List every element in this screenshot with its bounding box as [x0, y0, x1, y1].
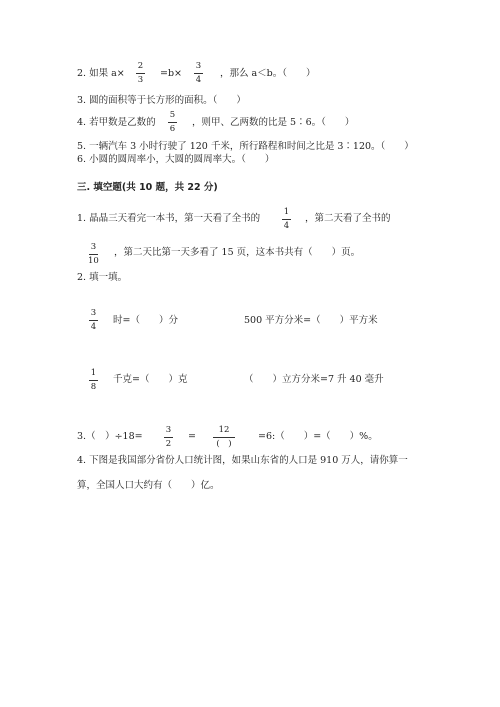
q5-text: 5. 一辆汽车 3 小时行驶了 120 千米，所行路程和时间之比是 3∶120。（ ） — [77, 141, 414, 152]
fill1-fraction-a — [282, 208, 291, 230]
fill1-fraction-b — [88, 243, 99, 265]
fraction-bar — [194, 73, 203, 74]
fill2-item-b: 500 平方分米=（ ）平方米 — [244, 315, 378, 326]
section-3-title: 三. 填空题(共 10 题，共 22 分) — [77, 182, 218, 193]
q2-fraction-1 — [136, 62, 145, 84]
fraction-numerator: 3 — [165, 425, 172, 435]
q2-fraction-2 — [194, 62, 203, 84]
q2-text-part2: =b× — [160, 68, 183, 79]
q4-fraction — [168, 111, 177, 133]
fraction-bar — [282, 219, 291, 220]
q4-text-part2: ，则甲、乙两数的比是 5∶6。（ ） — [192, 117, 355, 128]
fill2-item-d: （ ）立方分米=7 升 40 毫升 — [244, 374, 384, 385]
fraction-bar — [168, 122, 177, 123]
fraction-bar — [89, 380, 98, 381]
q2-text-part3: ，那么 a＜b。（ ） — [220, 68, 316, 79]
fill2-title: 2. 填一填。 — [77, 272, 128, 283]
fraction-bar — [164, 437, 173, 438]
fraction-numerator: 2 — [137, 61, 144, 71]
fraction-numerator: 3 — [90, 242, 97, 252]
fraction-denominator: 10 — [88, 255, 99, 266]
q3-text: 3. 圆的面积等于长方形的面积。（ ） — [77, 95, 246, 106]
fill1-text-part1: 1. 晶晶三天看完一本书，第一天看了全书的 — [77, 213, 261, 224]
fill2-item-c: 千克=（ ）克 — [113, 374, 188, 385]
fraction-denominator: 6 — [169, 123, 176, 134]
fraction-bar — [89, 254, 98, 255]
fill2-item-a: 时=（ ）分 — [113, 315, 178, 326]
fill4-line1: 4. 下图是我国部分省份人口统计图，如果山东省的人口是 910 万人，请你算一 — [77, 455, 408, 466]
fill3-fraction-a — [164, 426, 173, 448]
fill3-equals: = — [188, 431, 196, 442]
fraction-numerator: 1 — [283, 207, 290, 217]
fraction-denominator: ( ) — [216, 438, 232, 449]
fraction-denominator: 3 — [137, 74, 144, 85]
fill2-fraction-c — [89, 369, 98, 391]
fraction-bar — [136, 73, 145, 74]
fraction-numerator: 12 — [218, 425, 230, 435]
fraction-bar — [213, 437, 235, 438]
fill3-fraction-b — [213, 426, 235, 448]
fill4-line2: 算，全国人口大约有（ ）亿。 — [77, 480, 220, 491]
fraction-numerator: 3 — [195, 61, 202, 71]
fraction-bar — [89, 320, 98, 321]
fraction-denominator: 4 — [195, 74, 202, 85]
fraction-denominator: 4 — [90, 321, 97, 332]
fraction-numerator: 1 — [90, 368, 97, 378]
q6-text: 6. 小圆的圆周率小，大圆的圆周率大。（ ） — [77, 154, 275, 165]
fraction-denominator: 8 — [90, 381, 97, 392]
fraction-numerator: 5 — [169, 110, 176, 120]
fill3-text-part1: 3.（ ）÷18= — [77, 431, 143, 442]
fill2-fraction-a — [89, 309, 98, 331]
fill1-text-part2: ，第二天看了全书的 — [305, 213, 391, 224]
fraction-denominator: 2 — [165, 438, 172, 449]
fraction-denominator: 4 — [283, 220, 290, 231]
fraction-numerator: 3 — [90, 308, 97, 318]
q4-text-part1: 4. 若甲数是乙数的 — [77, 117, 156, 128]
q2-text-part1: 2. 如果 a× — [77, 68, 125, 79]
fill1-text-part3: ，第二天比第一天多看了 15 页，这本书共有（ ）页。 — [114, 247, 361, 258]
fill3-text-part2: =6:（ ）=（ ）%。 — [258, 431, 378, 442]
